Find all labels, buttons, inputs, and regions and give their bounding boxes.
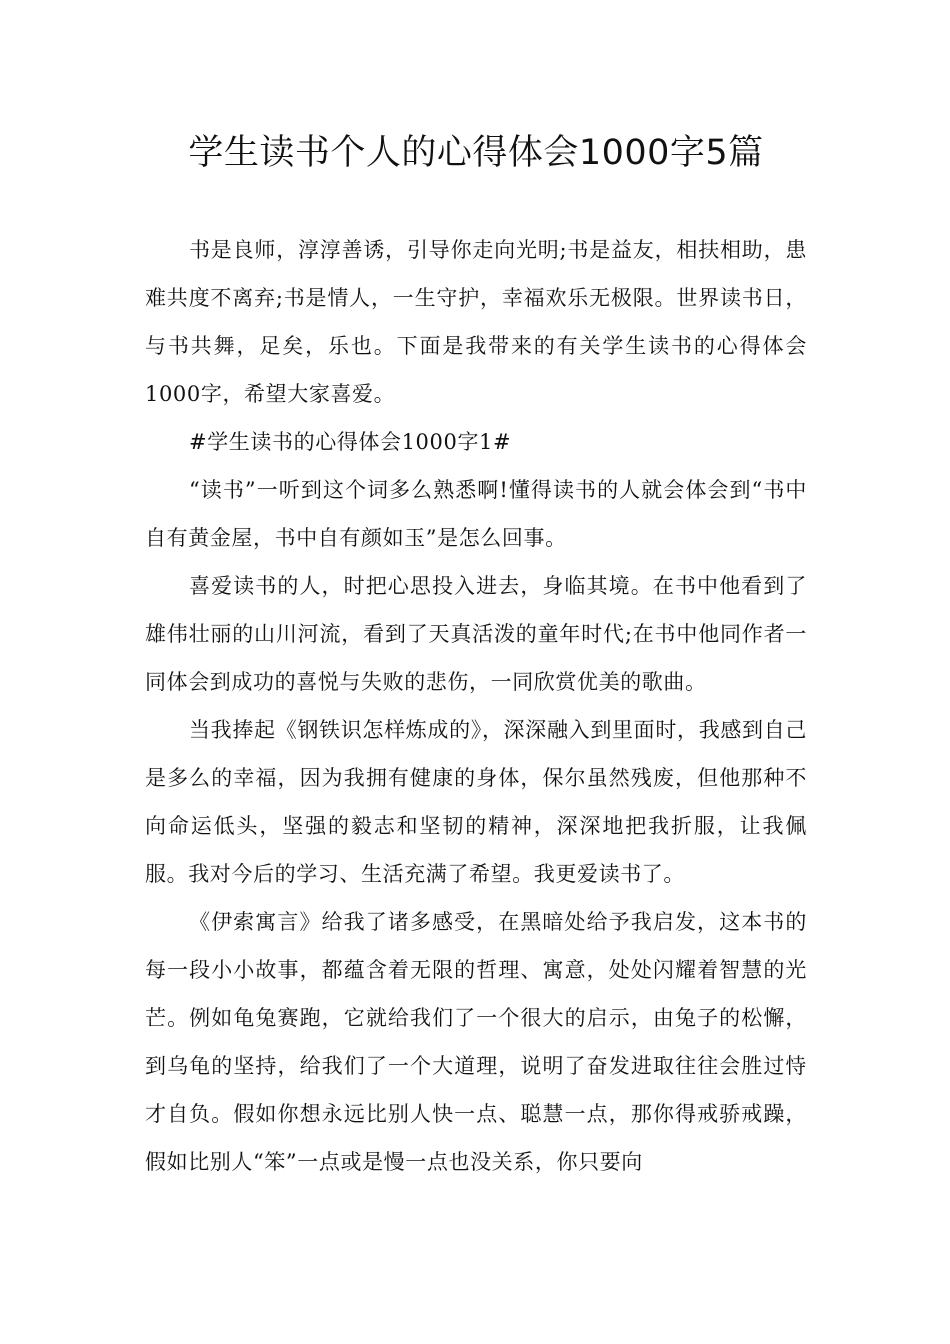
paragraph-love-reading: 喜爱读书的人，时把心思投入进去，身临其境。在书中他看到了雄伟壮丽的山川河流，看到了天真活泼的童年时代;在书中他同作者一同体会到成功的喜悦与失败的悲伤，一同欣赏优美的歌曲。 xyxy=(145,574,807,694)
section-heading-1: #学生读书的心得体会1000字1# xyxy=(189,430,512,454)
paragraph-reading-quote: “读书”一听到这个词多么熟悉啊!懂得读书的人就会体会到“书中自有黄金屋，书中自有颜如玉”是怎么回事。 xyxy=(145,478,807,550)
paragraph-intro: 书是良师，淳淳善诱，引导你走向光明;书是益友，相扶相助，患难共度不离弃;书是情人，一生守护，幸福欢乐无极限。世界读书日，与书共舞，足矣，乐也。下面是我带来的有关学生读书的心得体会1000字，希望大家喜爱。 xyxy=(145,238,807,406)
paragraph-steel-book: 当我捧起《钢铁识怎样炼成的》，深深融入到里面时，我感到自己是多么的幸福，因为我拥有健康的身体，保尔虽然残废，但他那种不向命运低头，坚强的毅志和坚韧的精神，深深地把我折服，让我佩服。我对今后的学习、生活充满了希望。我更爱读书了。 xyxy=(145,718,807,886)
paragraph-aesop-fables: 《伊索寓言》给我了诸多感受，在黑暗处给予我启发，这本书的每一段小小故事，都蕴含着无限的哲理、寓意，处处闪耀着智慧的光芒。例如龟兔赛跑，它就给我们了一个很大的启示，由兔子的松懈，到乌龟的坚持，给我们了一个大道理，说明了奋发进取往往会胜过恃才自负。假如你想永远比别人快一点、聪慧一点，那你得戒骄戒躁，假如比别人“笨”一点或是慢一点也没关系，你只要向 xyxy=(145,910,807,1174)
document-page xyxy=(145,0,807,1344)
document-body xyxy=(145,226,807,1186)
document-title: 学生读书个人的心得体会1000字5篇 xyxy=(188,133,764,173)
